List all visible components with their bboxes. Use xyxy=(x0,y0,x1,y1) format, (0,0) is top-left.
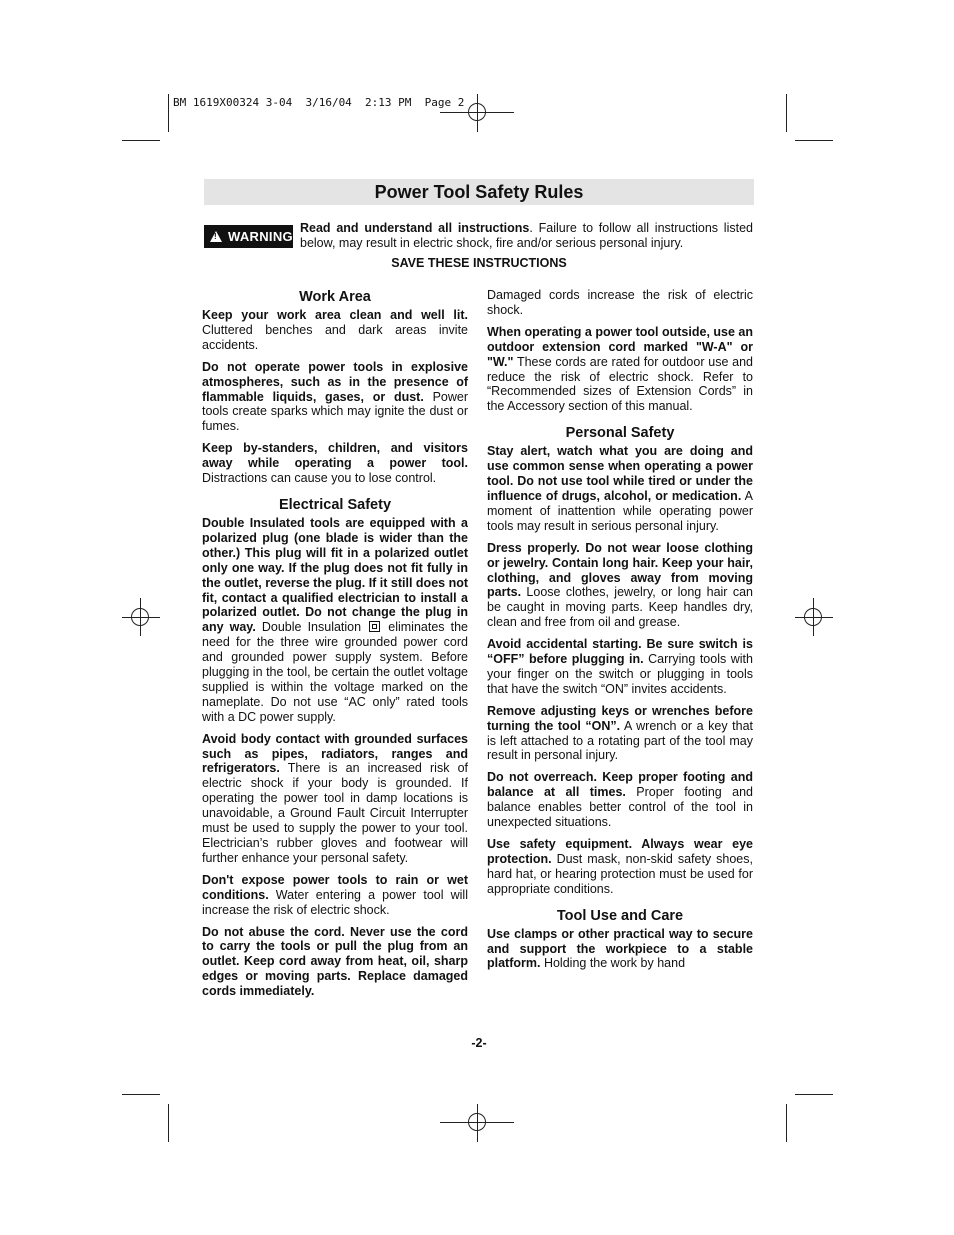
paragraph xyxy=(487,444,753,533)
warning-badge xyxy=(204,225,293,248)
registration-bottom-circle-icon xyxy=(468,1113,486,1131)
page-number: -2- xyxy=(471,1036,487,1050)
paragraph xyxy=(487,837,753,897)
crop-mark-top-left-h xyxy=(122,140,160,141)
right-column xyxy=(487,288,753,978)
paragraph-body: Distractions can cause you to lose control. xyxy=(202,471,437,486)
paragraph-lead: Use clamps or other practical way to secure and support the workpiece to a stable platform. xyxy=(487,926,753,971)
paragraph-body: Damaged cords increase the risk of electric shock. xyxy=(487,288,753,317)
paragraph-body: A moment of inattention while operating power tools may result in serious personal injury. xyxy=(487,488,753,533)
paragraph-body: Holding the work by hand xyxy=(540,956,686,971)
paragraph xyxy=(487,325,753,414)
paragraph-lead: Do not abuse the cord. Never use the cord to carry the tools or pull the plug from an outlet. Keep cord away from heat, oil, sharp edges or moving parts. Replace damaged cords immediately. xyxy=(202,924,468,999)
crop-mark-top-right-h xyxy=(795,140,833,141)
paragraph-lead: Do not overreach. Keep proper footing and balance at all times. xyxy=(487,770,753,800)
heading-work-area: Work Area xyxy=(299,289,371,305)
paragraph-lead: Avoid body contact with grounded surfaces such as pipes, radiators, ranges and refrigerators. xyxy=(202,731,468,776)
paragraph-lead: Do not operate power tools in explosive atmospheres, such as in the presence of flammable liquids, gases, or dust. xyxy=(202,359,468,404)
paragraph xyxy=(202,925,468,1000)
crop-mark-bottom-left-h xyxy=(122,1094,160,1095)
paragraph-lead: Remove adjusting keys or wrenches before turning the tool “ON”. xyxy=(487,703,753,733)
paragraph-lead: Use safety equipment. Always wear eye protection. xyxy=(487,837,753,866)
page-title: Power Tool Safety Rules xyxy=(374,182,584,202)
paragraph-body: Power tools create sparks which may ignite the dust or fumes. xyxy=(202,389,469,434)
crop-mark-bottom-right-v xyxy=(786,1104,787,1142)
paragraph-lead: Keep your work area clean and well lit. xyxy=(202,308,468,322)
paragraph xyxy=(202,516,468,725)
paragraph-body: A wrench or a key that is left attached to a rotating part of the tool may result in personal injury. xyxy=(487,718,753,763)
paragraph-body: Dust mask, non-skid safety shoes, hard hat, or hearing protection must be used for appropriate conditions. xyxy=(487,851,753,896)
crop-mark-top-left-v xyxy=(168,94,169,132)
paragraph-lead: Keep by-standers, children, and visitors away while operating a power tool. xyxy=(202,441,468,471)
paragraph-body: Double Insulation xyxy=(255,620,362,635)
paragraph xyxy=(202,360,468,435)
paragraph xyxy=(487,770,753,830)
paragraph-body: Loose clothes, jewelry, or long hair can be caught in moving parts. Keep handles dry, clean and free from oil and grease. xyxy=(487,585,753,630)
warning-body: . Failure to follow all instructions listed below, may result in electric shock, fire and/or serious personal injury. xyxy=(300,221,753,250)
left-column xyxy=(202,288,468,1006)
crop-mark-bottom-left-v xyxy=(168,1104,169,1142)
paragraph-lead: Double Insulated tools are equipped with a polarized plug (one blade is wider than the other.) This plug will fit in a polarized outlet only one way. If the plug does not fit fully in the outlet, reverse the plug. If it still does not fit, contact a qualified electrician to install a polarized outlet. Do not change the plug in any way. xyxy=(202,515,469,635)
crop-mark-top-right-v xyxy=(786,94,787,132)
crop-mark-bottom-right-h xyxy=(795,1094,833,1095)
paragraph-lead: When operating a power tool outside, use an outdoor extension cord marked "W-A" or "W." xyxy=(487,324,753,369)
paragraph-body: Cluttered benches and dark areas invite accidents. xyxy=(202,322,468,352)
title-bar xyxy=(204,179,754,205)
paragraph-lead: Dress properly. Do not wear loose clothing or jewelry. Contain long hair. Keep your hair, clothing, and gloves away from moving parts. xyxy=(487,540,753,600)
paragraph-lead: Avoid accidental starting. Be sure switch is “OFF” before plugging in. xyxy=(487,637,753,667)
double-insulation-icon xyxy=(369,621,380,632)
warning-text xyxy=(300,221,753,251)
print-slug: BM 1619X00324 3-04 3/16/04 2:13 PM Page 2 xyxy=(173,96,465,109)
paragraph xyxy=(487,637,753,697)
paragraph xyxy=(202,308,468,353)
paragraph-body: These cords are rated for outdoor use and reduce the risk of electric shock. Refer to “Recommended sizes of Extension Cords” in the Accessory section of this manual. xyxy=(487,354,753,414)
paragraph xyxy=(487,541,753,630)
paragraph-lead: Stay alert, watch what you are doing and use common sense when operating a power tool. Do not use tool while tired or under the influence of drugs, alcohol, or medication. xyxy=(487,444,753,503)
paragraph-body: There is an increased risk of electric shock if your body is grounded. If operating the power tool in damp locations is unavoidable, a Ground Fault Circuit Interrupter must be used to supply the power to your tool. Electrician’s rubber gloves and footwear will further enhance your personal safety. xyxy=(202,761,468,865)
paragraph xyxy=(487,704,753,764)
save-instructions: SAVE THESE INSTRUCTIONS xyxy=(391,256,567,270)
paragraph-body: Water entering a power tool will increase the risk of electric shock. xyxy=(202,887,468,917)
registration-top-circle-icon xyxy=(468,103,486,121)
paragraph-lead: Don't expose power tools to rain or wet conditions. xyxy=(202,872,468,902)
heading-personal-safety: Personal Safety xyxy=(565,425,675,442)
paragraph xyxy=(202,732,468,866)
registration-right-circle-icon xyxy=(804,608,822,626)
paragraph-body: eliminates the need for the three wire grounded power cord and grounded power supply system. Before plugging in the tool, be certain the outlet voltage supplied is within the voltage marked on the nameplate. Do not use “AC only” rated tools with a DC power supply. xyxy=(202,620,468,724)
warning-badge-label: WARNING xyxy=(228,229,293,244)
heading-tool-use-and-care: Tool Use and Care xyxy=(556,907,684,924)
heading-electrical-safety: Electrical Safety xyxy=(278,496,392,513)
paragraph xyxy=(487,288,753,318)
warning-lead: Read and understand all instructions xyxy=(300,221,530,235)
paragraph-body: Carrying tools with your finger on the switch or plugging in tools that have the switch “ON” invites accidents. xyxy=(487,652,753,696)
paragraph xyxy=(202,441,468,486)
paragraph xyxy=(487,927,753,972)
registration-left-circle-icon xyxy=(131,608,149,626)
warning-triangle-icon xyxy=(210,231,222,242)
paragraph-body: Proper footing and balance enables better control of the tool in unexpected situations. xyxy=(487,785,753,830)
paragraph xyxy=(202,873,468,918)
